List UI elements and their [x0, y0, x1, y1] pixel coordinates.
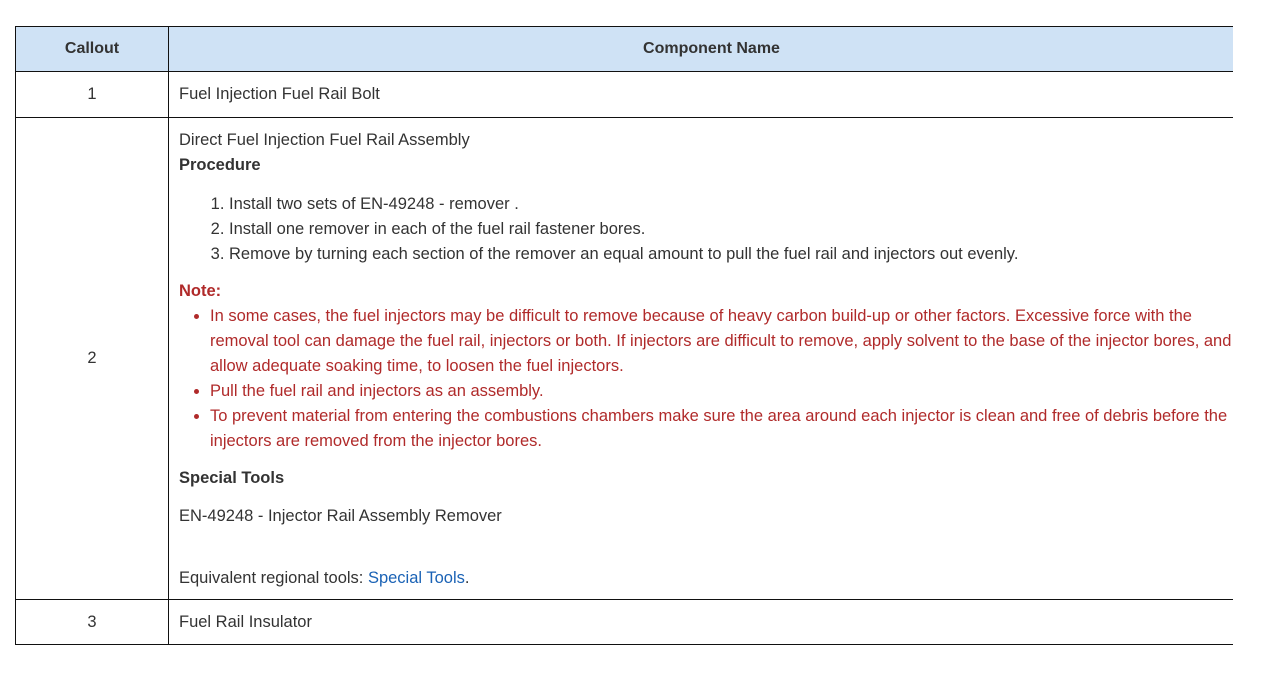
table-row: [16, 600, 1234, 645]
procedure-step: 1. Install two sets of EN-49248 - remover .: [229, 192, 1233, 217]
procedure-heading: Procedure: [179, 156, 261, 174]
callout-cell: 1: [16, 72, 169, 118]
note-item: • Pull the fuel rail and injectors as an assembly.: [210, 379, 1233, 404]
equivalent-tools-label: Equivalent regional tools:: [179, 569, 368, 587]
equivalent-tools-suffix: .: [464, 569, 470, 587]
procedure-step: 2. Install one remover in each of the fuel rail fastener bores.: [229, 217, 1233, 242]
special-tool-item: EN-49248 - Injector Rail Assembly Remover: [179, 507, 502, 525]
component-name: Direct Fuel Injection Fuel Rail Assembly: [179, 131, 470, 149]
special-tools-heading: Special Tools: [179, 469, 285, 487]
special-tools-link[interactable]: Special Tools: [367, 569, 465, 587]
table-header-row: [16, 27, 1234, 72]
table-row: [16, 72, 1234, 118]
procedure-steps: [179, 192, 1233, 267]
header-callout: Callout: [16, 27, 169, 72]
component-detail-cell: [169, 118, 1234, 600]
header-component-name: Component Name: [169, 27, 1234, 72]
table-row: [16, 118, 1234, 600]
component-table: [15, 26, 1233, 645]
callout-cell: 2: [16, 118, 169, 600]
note-item: • To prevent material from entering the combustions chambers make sure the area around each injector is clean and free of debris before the injectors are removed from the injector bores.: [210, 404, 1233, 454]
component-table-container: [15, 26, 1233, 646]
callout-cell: 3: [16, 600, 169, 645]
equivalent-tools-line: [179, 566, 1233, 591]
note-heading: Note:: [179, 282, 222, 300]
procedure-step: 3. Remove by turning each section of the remover an equal amount to pull the fuel rail and injectors out evenly.: [229, 242, 1233, 267]
note-block: [179, 279, 1233, 454]
component-name-cell: Fuel Injection Fuel Rail Bolt: [169, 72, 1234, 118]
note-item: • In some cases, the fuel injectors may be difficult to remove because of heavy carbon build-up or other factors. Excessive force with the removal tool can damage the fuel rail, injectors or both. If injectors are difficult to remove, apply solvent to the base of the injector bores, and allow adequate soaking time, to loosen the fuel injectors.: [210, 304, 1233, 379]
component-name-cell: Fuel Rail Insulator: [169, 600, 1234, 645]
